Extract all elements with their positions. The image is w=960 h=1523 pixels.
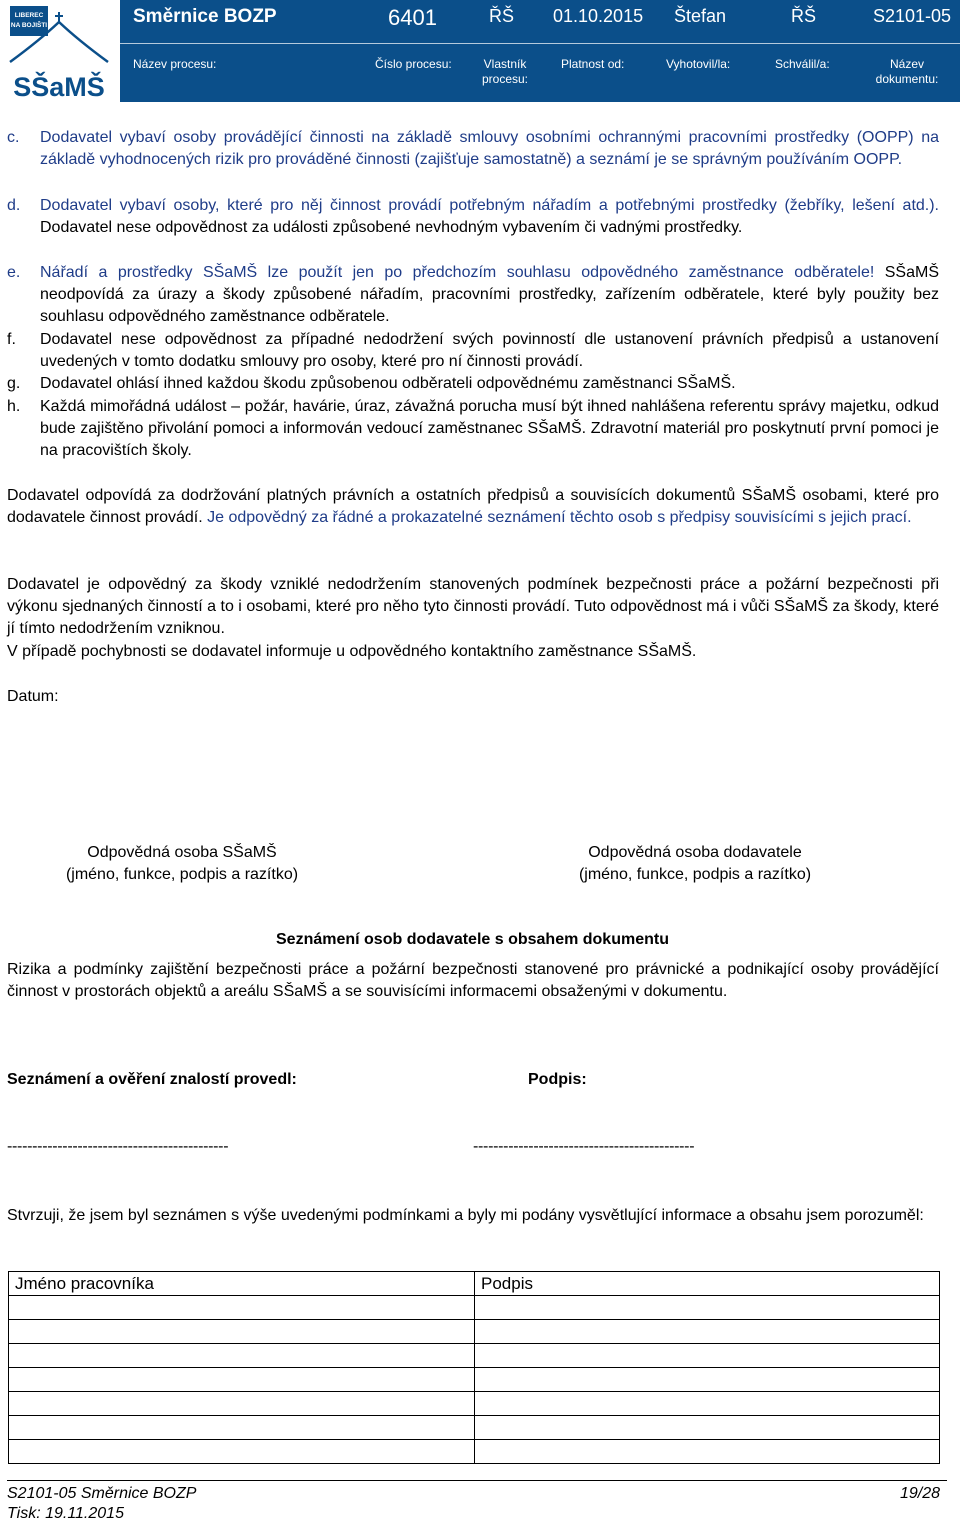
label-document-name: [868, 57, 946, 87]
list-item-g: [7, 373, 939, 395]
signature-note-school: (jméno, funkce, podpis a razítko): [65, 866, 299, 883]
table-cell-signature[interactable]: [475, 1440, 940, 1464]
label-owner-line1: Vlastník: [483, 57, 527, 71]
list-item-text: Dodavatel vybaví osoby provádějící činnosti na základě smlouvy osobními ochrannými pracovními prostředky (OOPP) na základě vyhodnocených rizik pro prováděné činnosti (zajišťuje samostatně) a seznámí je se správným používáním OOPP.: [40, 129, 939, 168]
verified-by-label: Seznámení a ověření znalostí provedl:: [7, 1071, 297, 1088]
table-cell-signature[interactable]: [475, 1344, 940, 1368]
list-item-c: [7, 127, 939, 171]
list-item-f: [7, 329, 939, 373]
header-document-code: S2101-05: [873, 6, 952, 26]
paragraph-text-blue: Je odpovědný za řádné a prokazatelné seznámení těchto osob s předpisy souvisícími s jejich prací.: [202, 509, 912, 526]
table-header-name: Jméno pracovníka: [9, 1272, 475, 1296]
svg-text:SŠaMŠ: SŠaMŠ: [13, 72, 105, 102]
list-item-letter: f.: [7, 331, 16, 348]
header-prepared-by: Štefan: [674, 6, 727, 26]
footer-page-number: 19/28: [900, 1485, 941, 1502]
table-cell-signature[interactable]: [475, 1392, 940, 1416]
footer-print-date: Tisk: 19.11.2015: [7, 1505, 124, 1522]
table-cell-name[interactable]: [9, 1368, 475, 1392]
list-item-d: [7, 195, 939, 239]
table-row: [9, 1344, 940, 1368]
table-cell-signature[interactable]: [475, 1416, 940, 1440]
list-item-text: SŠaMŠ neodpovídá za úrazy a škody způsobené nářadím, pracovními prostředky, zařízením odběratele, které byly použity bez souhlasu odpovědného zaměstnance odběratele.: [40, 264, 940, 325]
section-heading: Seznámení osob dodavatele s obsahem dokumentu: [276, 931, 669, 948]
signature-label-supplier: Odpovědná osoba dodavatele: [588, 844, 802, 861]
table-row: [9, 1392, 940, 1416]
table-row: [9, 1296, 940, 1320]
table-header-signature: Podpis: [475, 1272, 940, 1296]
table-cell-name[interactable]: [9, 1296, 475, 1320]
list-item-letter: e.: [7, 264, 21, 281]
header-approved-by: ŘŠ: [791, 6, 817, 26]
label-owner: [470, 57, 540, 87]
list-item-letter: d.: [7, 197, 21, 214]
verified-by-line: --------------------------------------------: [7, 1138, 229, 1155]
table-row: [9, 1368, 940, 1392]
paragraph-responsibility: [7, 485, 939, 529]
school-logo-graphic: [0, 0, 118, 102]
list-item-text-blue: Dodavatel vybaví osoby, které pro něj činnost provádí potřebným nářadím a potřebnými prostředky (žebříky, lešení atd.).: [40, 197, 939, 214]
header-process-number: 6401: [388, 5, 437, 30]
table-cell-signature[interactable]: [475, 1368, 940, 1392]
table-cell-name[interactable]: [9, 1416, 475, 1440]
list-item-text: Dodavatel nese odpovědnost za případné nedodržení svých povinností dle ustanovení právních předpisů a ustanovení uvedených v tomto dodatku smlouvy pro osoby, které pro ní činnosti provádí.: [40, 331, 939, 370]
label-document-name-line2: dokumentu:: [875, 72, 939, 86]
paragraph-text: Dodavatel odpovídá za dodržování platných právních a ostatních předpisů a souvisících dokumentů SŠaMŠ osobami, které pro dodavatele činnost provádí.: [7, 487, 939, 526]
list-item-h: [7, 396, 939, 462]
signature-line: --------------------------------------------: [473, 1138, 695, 1155]
label-owner-line2: procesu:: [481, 72, 529, 86]
school-logo: [0, 0, 118, 102]
svg-text:NA BOJIŠTI: NA BOJIŠTI: [10, 22, 48, 29]
header-title: Směrnice BOZP: [133, 6, 277, 27]
table-row: [9, 1416, 940, 1440]
table-cell-name[interactable]: [9, 1392, 475, 1416]
list-item-letter: g.: [7, 375, 21, 392]
table-row: [9, 1440, 940, 1464]
svg-text:LIBEREC: LIBEREC: [14, 12, 44, 19]
footer-document-title: S2101-05 Směrnice BOZP: [7, 1485, 197, 1502]
table-cell-name[interactable]: [9, 1440, 475, 1464]
list-item-e: [7, 262, 939, 328]
signature-block-school: [22, 842, 342, 886]
list-item-text: Dodavatel nese odpovědnost za události způsobené nevhodným vybavením či vadnými prostředky.: [40, 219, 743, 236]
table-cell-signature[interactable]: [475, 1320, 940, 1344]
table-row: [9, 1320, 940, 1344]
document-header: [0, 0, 960, 102]
list-item-letter: c.: [7, 129, 20, 146]
table-cell-signature[interactable]: [475, 1296, 940, 1320]
signature-block-supplier: [530, 842, 860, 886]
familiarization-text: Rizika a podmínky zajištění bezpečnosti práce a požární bezpečnosti stanovené pro právnické a podnikající osoby provádějící činnost v prostorách objektů a areálu SŠaMŠ a se souvisícími informacemi obsaženými v dokumentu.: [7, 961, 939, 1000]
worker-signature-table: [8, 1271, 940, 1464]
signature-label-school: Odpovědná osoba SŠaMŠ: [87, 844, 277, 861]
list-item-text: Dodavatel ohlásí ihned každou škodu způsobenou odběrateli odpovědnému zaměstnanci SŠaMŠ.: [40, 375, 736, 392]
label-prepared-by: Vyhotovil/la:: [666, 57, 731, 71]
date-label: Datum:: [7, 688, 59, 705]
header-owner: ŘŠ: [489, 6, 515, 26]
list-item-text: Každá mimořádná událost – požár, havárie, úraz, závažná porucha musí být ihned nahlášena referentu správy majetku, odkud bude zajištěno přivolání pomoci a informován vedoucí zaměstnanec SŠaMŠ. Zdravotní materiál pro poskytnutí první pomoci je na pracovištích školy.: [40, 398, 939, 459]
label-valid-from: Platnost od:: [561, 57, 625, 71]
footer-divider: [7, 1480, 947, 1481]
signature-label: Podpis:: [528, 1071, 587, 1088]
table-cell-name[interactable]: [9, 1320, 475, 1344]
confirmation-text: Stvrzuji, že jsem byl seznámen s výše uvedenými podmínkami a byly mi podány vysvětlující informace a obsahu jsem porozuměl:: [7, 1207, 924, 1224]
header-divider: [120, 43, 960, 44]
signature-note-supplier: (jméno, funkce, podpis a razítko): [578, 866, 812, 883]
paragraph-damages: Dodavatel je odpovědný za škody vzniklé nedodržením stanovených podmínek bezpečnosti práce a požární bezpečnosti při výkonu sjednaných činností a to i osobami, které pro něho tyto činnosti provádí. Tuto odpovědnost má i vůči SŠaMŠ za škody, které jí tímto nedodržením vzniknou.: [7, 576, 939, 637]
table-header-row: [9, 1272, 940, 1296]
label-document-name-line1: Název: [889, 57, 924, 71]
label-process-name: Název procesu:: [133, 57, 217, 71]
list-item-text-blue: Nářadí a prostředky SŠaMŠ lze použít jen po předchozím souhlasu odpovědného zaměstnance odběratele!: [40, 264, 875, 281]
table-cell-name[interactable]: [9, 1344, 475, 1368]
list-item-letter: h.: [7, 398, 21, 415]
label-approved-by: Schválil/a:: [775, 57, 830, 71]
header-valid-from: 01.10.2015: [553, 6, 644, 26]
paragraph-doubt: V případě pochybnosti se dodavatel informuje u odpovědného kontaktního zaměstnance SŠaMŠ.: [7, 643, 697, 660]
label-process-number: Číslo procesu:: [375, 57, 452, 71]
